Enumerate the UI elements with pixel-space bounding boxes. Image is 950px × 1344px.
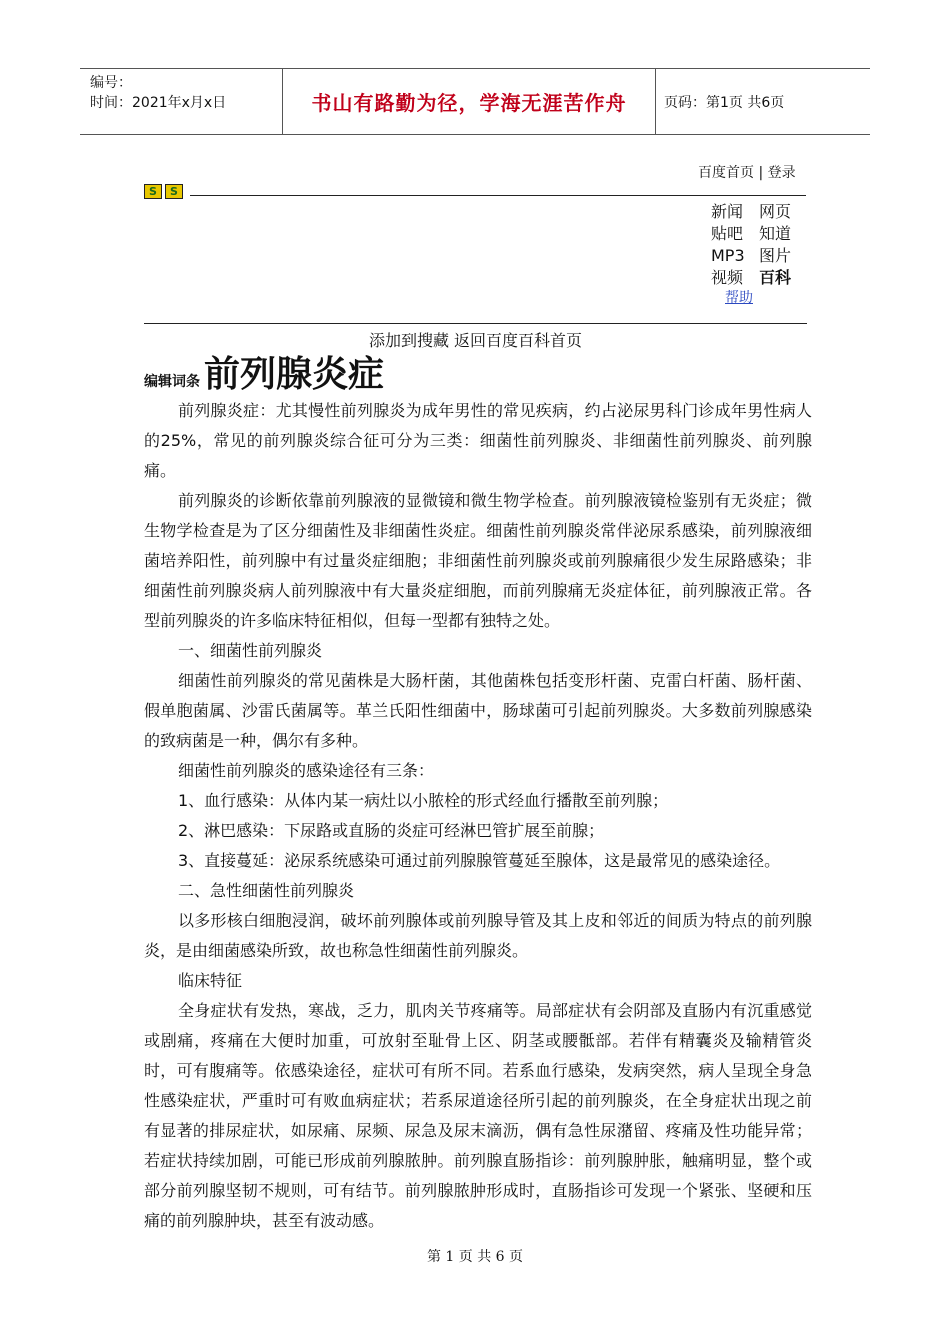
- paragraph: 细菌性前列腺炎的常见菌株是大肠杆菌，其他菌株包括变形杆菌、克雷白杆菌、肠杆菌、假单胞菌属、沙雷氏菌属等。革兰氏阳性细菌中，肠球菌可引起前列腺炎。大多数前列腺感染的致病菌是一种，偶尔有多种。: [144, 671, 812, 750]
- list-item: 1、血行感染：从体内某一病灶以小脓栓的形式经血行播散至前列腺；: [178, 791, 669, 810]
- header-page-info-cell: [656, 69, 870, 134]
- nav-item-news[interactable]: 新闻: [711, 202, 744, 221]
- page-footer: 第 1 页 共 6 页: [426, 1249, 524, 1265]
- add-favorite-link[interactable]: 添加到搜藏 返回百度百科首页: [368, 331, 583, 350]
- paragraph: 前列腺炎症：尤其慢性前列腺炎为成年男性的常见疾病，约占泌尿男科门诊成年男性病人的25%，常见的前列腺炎综合征可分为三类：细菌性前列腺炎、非细菌性前列腺炎、前列腺痛。: [144, 401, 812, 480]
- document-header: [80, 68, 870, 135]
- top-links[interactable]: 百度首页 | 登录: [698, 165, 796, 181]
- baidu-logo-icon[interactable]: S: [144, 184, 162, 199]
- search-nav: [711, 201, 791, 289]
- help-link[interactable]: 帮助: [725, 290, 753, 306]
- article-body: [144, 396, 812, 1236]
- paragraph: 以多形核白细胞浸润，破坏前列腺体或前列腺导管及其上皮和邻近的间质为特点的前列腺炎，是由细菌感染所致，故也称急性细菌性前列腺炎。: [144, 911, 812, 960]
- header-motto-cell: [283, 69, 656, 134]
- nav-row: [711, 245, 791, 267]
- header-meta: [80, 69, 283, 134]
- paragraph: 前列腺炎的诊断依靠前列腺液的显微镜和微生物学检查。前列腺液镜检鉴别有无炎症；微生物学检查是为了区分细菌性及非细菌性炎症。细菌性前列腺炎常伴泌尿系感染，前列腺液细菌培养阳性，前列腺中有过量炎症细胞；非细菌性前列腺炎或前列腺痛很少发生尿路感染；非细菌性前列腺炎病人前列腺液中有大量炎症细胞，而前列腺痛无炎症体征，前列腺液正常。各型前列腺炎的许多临床特征相似，但每一型都有独特之处。: [144, 491, 812, 630]
- paragraph: 细菌性前列腺炎的感染途径有三条：: [178, 761, 435, 780]
- page-info: 页码：第1页 共6页: [664, 94, 785, 111]
- nav-row: [711, 223, 791, 245]
- nav-item-video[interactable]: 视频: [711, 268, 744, 287]
- list-item: 2、淋巴感染：下尿路或直肠的炎症可经淋巴管扩展至前腺；: [178, 821, 605, 840]
- page-title: 前列腺炎症: [204, 354, 385, 395]
- list-item: 3、直接蔓延：泌尿系统感染可通过前列腺腺管蔓延至腺体，这是最常见的感染途径。: [178, 851, 781, 870]
- nav-item-zhidao[interactable]: 知道: [759, 224, 792, 243]
- paragraph: 全身症状有发热，寒战，乏力，肌肉关节疼痛等。局部症状有会阴部及直肠内有沉重感觉或剧痛，疼痛在大便时加重，可放射至耻骨上区、阴茎或腰骶部。若伴有精囊炎及输精管炎时，可有腹痛等。依感染途径，症状可有所不同。若系血行感染，发病突然，病人呈现全身急性感染症状，严重时可有败血病症状；若系尿道途径所引起的前列腺炎，在全身症状出现之前有显著的排尿症状，如尿痛、尿频、尿急及尿末滴沥，偶有急性尿潴留、疼痛及性功能异常；若症状持续加剧，可能已形成前列腺脓肿。前列腺直肠指诊：前列腺肿胀，触痛明显，整个或部分前列腺坚韧不规则，可有结节。前列腺脓肿形成时，直肠指诊可发现一个紧张、坚硬和压痛的前列腺肿块，甚至有波动感。: [144, 1001, 812, 1230]
- nav-item-images[interactable]: 图片: [759, 246, 792, 265]
- divider: [144, 323, 807, 324]
- baidu-logo-icon[interactable]: S: [165, 184, 183, 199]
- nav-item-tieba[interactable]: 贴吧: [711, 224, 744, 243]
- logo-row: [144, 180, 806, 197]
- nav-row: [711, 267, 791, 289]
- article-title-row: [144, 346, 384, 397]
- section-heading: 二、急性细菌性前列腺炎: [178, 881, 355, 900]
- edit-entry-link[interactable]: 编辑词条: [144, 374, 200, 390]
- section-heading: 一、细菌性前列腺炎: [178, 641, 323, 660]
- nav-item-web[interactable]: 网页: [759, 202, 792, 221]
- nav-item-mp3[interactable]: MP3: [711, 246, 745, 265]
- number-label: 编号：: [90, 75, 132, 91]
- nav-item-baike[interactable]: 百科: [759, 268, 792, 287]
- subheading: 临床特征: [178, 971, 243, 990]
- time-label: 时间：2021年x月x日: [90, 95, 227, 111]
- motto: 书山有路勤为径，学海无涯苦作舟: [311, 91, 627, 115]
- nav-row: [711, 201, 791, 223]
- divider: [190, 195, 806, 196]
